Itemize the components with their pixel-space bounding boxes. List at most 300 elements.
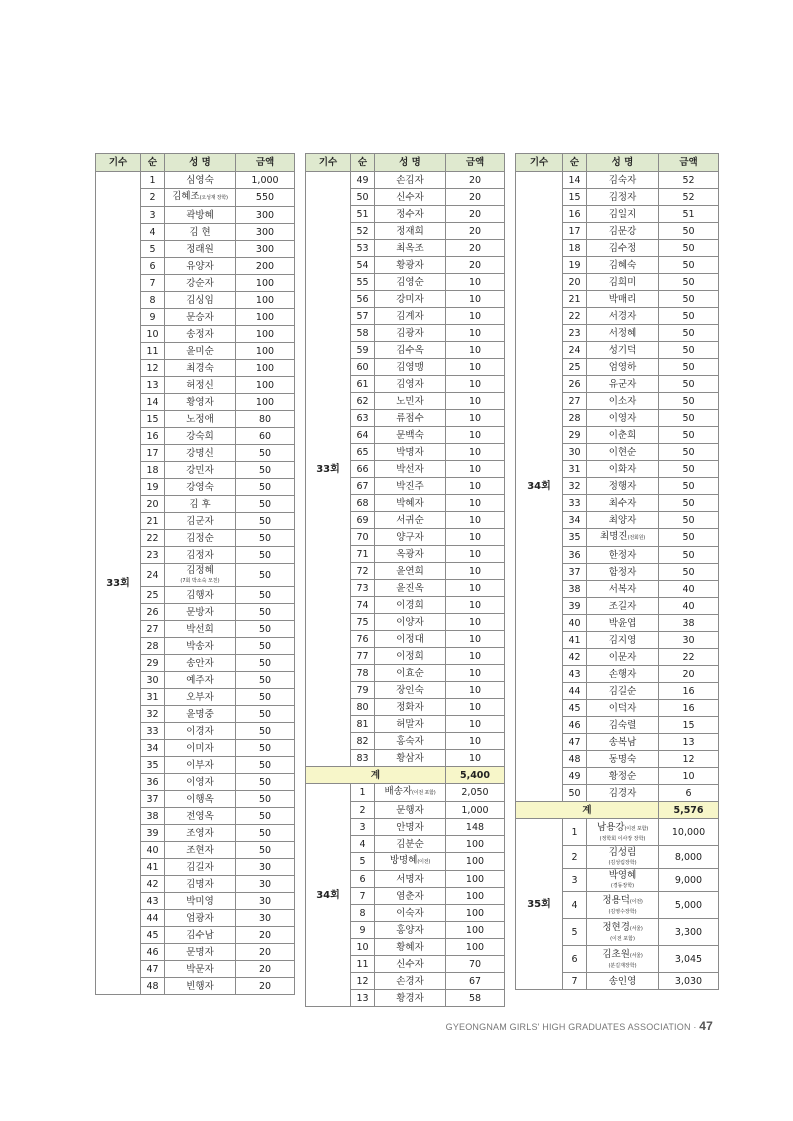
row-order: 77 bbox=[351, 648, 375, 665]
donor-name-text: 김길순 bbox=[608, 685, 637, 697]
header-order: 순 bbox=[563, 154, 587, 172]
header-order: 순 bbox=[141, 154, 165, 172]
donor-name bbox=[396, 532, 424, 543]
group-label: 33회 bbox=[96, 172, 141, 995]
donor-name bbox=[390, 855, 430, 866]
row-order: 6 bbox=[351, 871, 375, 888]
donor-name-text: 최옥조 bbox=[396, 242, 424, 254]
group-label: 34회 bbox=[306, 784, 351, 1007]
group-label: 33회 bbox=[306, 172, 351, 767]
donor-name-text: 김명자 bbox=[186, 878, 214, 890]
donor-name-text: 강숙희 bbox=[186, 430, 214, 442]
row-name bbox=[375, 922, 446, 939]
donor-name bbox=[609, 652, 637, 663]
donor-name bbox=[396, 600, 424, 611]
donor-name bbox=[396, 515, 424, 526]
row-name bbox=[165, 910, 236, 927]
row-order: 9 bbox=[141, 309, 165, 326]
donor-name bbox=[396, 311, 424, 322]
row-order: 48 bbox=[563, 751, 587, 768]
donor-name-text: 김초원 bbox=[602, 948, 630, 960]
row-order: 4 bbox=[563, 892, 587, 919]
donor-table-3 bbox=[515, 153, 719, 990]
donor-name-text: 허말자 bbox=[396, 718, 424, 730]
row-order: 43 bbox=[563, 666, 587, 683]
donor-name-text: 김성림 bbox=[608, 847, 637, 858]
donor-name bbox=[186, 431, 214, 442]
donor-name-text: 박진주 bbox=[396, 480, 424, 492]
row-amount: 1,000 bbox=[236, 172, 295, 189]
donor-name bbox=[385, 786, 436, 797]
row-amount: 20 bbox=[236, 927, 295, 944]
donor-name-text: 서복자 bbox=[608, 583, 637, 595]
row-amount: 100 bbox=[236, 360, 295, 377]
row-amount: 30 bbox=[236, 876, 295, 893]
row-order: 21 bbox=[563, 291, 587, 308]
row-name bbox=[375, 512, 446, 529]
donor-name-text: 홍숙자 bbox=[396, 735, 424, 747]
row-amount: 50 bbox=[236, 689, 295, 706]
donor-name bbox=[186, 947, 214, 958]
row-name bbox=[587, 751, 659, 768]
donor-name-text: 김영맹 bbox=[396, 361, 424, 373]
row-amount: 20 bbox=[236, 978, 295, 995]
donor-name-text: 심영숙 bbox=[186, 174, 214, 186]
donor-name bbox=[396, 702, 424, 713]
row-amount: 50 bbox=[659, 291, 719, 308]
row-amount: 20 bbox=[446, 189, 505, 206]
row-name bbox=[375, 990, 446, 1007]
row-amount: 10 bbox=[446, 733, 505, 750]
row-amount: 50 bbox=[236, 774, 295, 791]
row-amount: 16 bbox=[659, 700, 719, 717]
table-row bbox=[516, 172, 719, 189]
donor-name bbox=[609, 686, 637, 697]
donor-name bbox=[587, 847, 658, 859]
donor-name bbox=[165, 565, 235, 577]
header-gisu: 기수 bbox=[516, 154, 563, 172]
row-order: 11 bbox=[351, 956, 375, 973]
donor-name bbox=[186, 845, 214, 856]
donor-name-text: 황혜자 bbox=[396, 941, 424, 953]
row-amount: 100 bbox=[236, 394, 295, 411]
donor-name-text: 이부자 bbox=[186, 759, 214, 771]
donor-name bbox=[609, 243, 637, 254]
row-order: 20 bbox=[141, 496, 165, 513]
donor-name bbox=[186, 794, 214, 805]
donor-name-text: 염춘자 bbox=[396, 890, 424, 902]
donor-name-text: 이영자 bbox=[608, 412, 637, 424]
row-name bbox=[375, 956, 446, 973]
row-amount: 50 bbox=[236, 706, 295, 723]
row-amount: 20 bbox=[659, 666, 719, 683]
donor-name-text: 예주자 bbox=[186, 674, 214, 686]
row-amount: 51 bbox=[659, 206, 719, 223]
donor-name bbox=[609, 703, 637, 714]
donor-name bbox=[609, 788, 637, 799]
table-row bbox=[516, 819, 719, 846]
row-amount: 100 bbox=[446, 939, 505, 956]
row-amount: 12 bbox=[659, 751, 719, 768]
row-order: 5 bbox=[351, 853, 375, 871]
donor-note: (전회원) bbox=[627, 535, 645, 541]
donor-name bbox=[396, 566, 424, 577]
row-amount: 50 bbox=[659, 308, 719, 325]
row-order: 24 bbox=[141, 564, 165, 587]
row-order: 79 bbox=[351, 682, 375, 699]
donor-name-text: 이현순 bbox=[608, 446, 637, 458]
donor-name-text: 이양자 bbox=[396, 616, 424, 628]
row-order: 17 bbox=[563, 223, 587, 240]
donor-name-text: 엄광자 bbox=[186, 912, 214, 924]
row-amount: 50 bbox=[236, 530, 295, 547]
donor-name-text: 박영혜 bbox=[608, 870, 637, 881]
donor-name bbox=[186, 516, 214, 527]
row-amount: 50 bbox=[236, 672, 295, 689]
donor-name-text: 배송자 bbox=[384, 786, 413, 797]
row-order: 29 bbox=[141, 655, 165, 672]
row-order: 64 bbox=[351, 427, 375, 444]
row-order: 3 bbox=[563, 869, 587, 892]
table-row bbox=[306, 784, 505, 802]
donor-note: (서울) bbox=[629, 952, 643, 959]
row-amount: 10 bbox=[446, 444, 505, 461]
row-amount: 20 bbox=[236, 961, 295, 978]
donor-name-text: 문행자 bbox=[396, 804, 424, 816]
donor-name bbox=[396, 583, 424, 594]
row-order: 66 bbox=[351, 461, 375, 478]
row-order: 2 bbox=[563, 846, 587, 869]
row-order: 65 bbox=[351, 444, 375, 461]
row-order: 21 bbox=[141, 513, 165, 530]
row-amount: 52 bbox=[659, 189, 719, 206]
donor-name-text: 이효순 bbox=[396, 667, 424, 679]
donor-name bbox=[186, 743, 214, 754]
row-amount: 10 bbox=[446, 512, 505, 529]
row-order: 53 bbox=[351, 240, 375, 257]
row-name bbox=[375, 342, 446, 359]
donor-name-text: 김 현 bbox=[189, 226, 211, 238]
row-order: 78 bbox=[351, 665, 375, 682]
row-name bbox=[375, 461, 446, 478]
row-amount: 10 bbox=[446, 461, 505, 478]
donor-name-text: 박문자 bbox=[186, 963, 214, 975]
header-amount: 금액 bbox=[446, 154, 505, 172]
row-amount: 2,050 bbox=[446, 784, 505, 802]
row-name bbox=[165, 927, 236, 944]
row-name bbox=[587, 291, 659, 308]
donor-name-text: 유군자 bbox=[608, 378, 637, 390]
row-name bbox=[375, 784, 446, 802]
row-name bbox=[587, 274, 659, 291]
row-name bbox=[587, 717, 659, 734]
donor-name bbox=[396, 362, 424, 373]
row-amount: 52 bbox=[659, 172, 719, 189]
donor-name bbox=[396, 226, 424, 237]
row-name bbox=[587, 240, 659, 257]
row-amount: 200 bbox=[236, 258, 295, 275]
donor-name-text: 서귀순 bbox=[396, 514, 424, 526]
header-amount: 금액 bbox=[236, 154, 295, 172]
donor-name bbox=[186, 930, 214, 941]
donor-table-1 bbox=[95, 153, 295, 995]
row-amount: 10,000 bbox=[659, 819, 719, 846]
donor-name bbox=[186, 811, 214, 822]
row-name bbox=[375, 478, 446, 495]
row-name bbox=[375, 240, 446, 257]
row-order: 28 bbox=[563, 410, 587, 427]
row-amount: 100 bbox=[446, 836, 505, 853]
row-amount: 100 bbox=[236, 309, 295, 326]
donor-name bbox=[186, 981, 214, 992]
donor-name-text: 김수옥 bbox=[396, 344, 424, 356]
row-order: 61 bbox=[351, 376, 375, 393]
row-amount: 30 bbox=[659, 632, 719, 649]
donor-name-text: 정수자 bbox=[396, 208, 424, 220]
row-order: 12 bbox=[351, 973, 375, 990]
row-name bbox=[165, 445, 236, 462]
donor-name-text: 서명자 bbox=[396, 873, 424, 885]
row-amount: 100 bbox=[446, 871, 505, 888]
row-name bbox=[165, 292, 236, 309]
row-name bbox=[375, 733, 446, 750]
donor-subnote: (경동장학) bbox=[610, 883, 635, 889]
donor-name bbox=[396, 925, 424, 936]
donor-name bbox=[396, 277, 424, 288]
row-order: 37 bbox=[141, 791, 165, 808]
row-amount: 50 bbox=[659, 223, 719, 240]
row-amount: 100 bbox=[446, 888, 505, 905]
row-name bbox=[375, 495, 446, 512]
row-name bbox=[587, 478, 659, 495]
donor-name bbox=[609, 754, 637, 765]
row-name bbox=[165, 172, 236, 189]
row-order: 22 bbox=[141, 530, 165, 547]
row-amount: 50 bbox=[659, 444, 719, 461]
row-order: 26 bbox=[141, 604, 165, 621]
row-name bbox=[587, 846, 659, 869]
donor-name bbox=[396, 805, 424, 816]
total-label: 계 bbox=[306, 767, 446, 784]
total-label: 계 bbox=[516, 802, 659, 819]
donor-name bbox=[186, 692, 214, 703]
row-name bbox=[587, 768, 659, 785]
row-amount: 50 bbox=[659, 410, 719, 427]
donor-name-text: 손김자 bbox=[396, 174, 424, 186]
row-amount: 50 bbox=[659, 478, 719, 495]
row-name bbox=[165, 893, 236, 910]
donor-name-text: 박매리 bbox=[608, 293, 637, 305]
row-amount: 38 bbox=[659, 615, 719, 632]
row-amount: 50 bbox=[236, 604, 295, 621]
donor-name bbox=[186, 913, 214, 924]
row-amount: 9,000 bbox=[659, 869, 719, 892]
row-order: 6 bbox=[563, 946, 587, 973]
row-amount: 100 bbox=[446, 905, 505, 922]
row-amount: 100 bbox=[236, 343, 295, 360]
header-gisu: 기수 bbox=[96, 154, 141, 172]
header-order: 순 bbox=[351, 154, 375, 172]
total-row bbox=[306, 767, 505, 784]
row-name bbox=[165, 723, 236, 740]
row-amount: 10 bbox=[446, 665, 505, 682]
page-number: 47 bbox=[699, 1019, 713, 1033]
row-name bbox=[587, 444, 659, 461]
donor-name bbox=[587, 822, 658, 835]
donor-name-text: 김싱임 bbox=[186, 294, 214, 306]
row-name bbox=[165, 207, 236, 224]
donor-name bbox=[396, 822, 424, 833]
row-name bbox=[165, 757, 236, 774]
header-row bbox=[96, 154, 295, 172]
row-order: 11 bbox=[141, 343, 165, 360]
row-order: 30 bbox=[563, 444, 587, 461]
row-name bbox=[587, 308, 659, 325]
donor-name-text: 김수정 bbox=[608, 242, 637, 254]
donor-name-text: 장인숙 bbox=[396, 684, 424, 696]
total-amount: 5,400 bbox=[446, 767, 505, 784]
donor-name-text: 김혜조 bbox=[172, 191, 200, 202]
donor-name bbox=[396, 753, 424, 764]
donor-name bbox=[396, 617, 424, 628]
donor-name-text: 이경희 bbox=[396, 599, 424, 611]
donor-name-text: 이정대 bbox=[396, 633, 424, 645]
row-amount: 300 bbox=[236, 207, 295, 224]
row-name bbox=[375, 444, 446, 461]
row-amount: 50 bbox=[236, 808, 295, 825]
row-amount: 50 bbox=[236, 842, 295, 859]
row-amount: 10 bbox=[446, 750, 505, 767]
donor-name bbox=[609, 209, 637, 220]
row-order: 41 bbox=[141, 859, 165, 876]
row-order: 23 bbox=[141, 547, 165, 564]
row-amount: 30 bbox=[236, 910, 295, 927]
donor-name-text: 함정자 bbox=[608, 566, 637, 578]
row-order: 51 bbox=[351, 206, 375, 223]
row-name bbox=[165, 944, 236, 961]
donor-name-text: 문명자 bbox=[186, 946, 214, 958]
row-name bbox=[375, 716, 446, 733]
row-order: 81 bbox=[351, 716, 375, 733]
row-order: 15 bbox=[141, 411, 165, 428]
donor-name-text: 정화자 bbox=[396, 701, 424, 713]
donor-name bbox=[609, 294, 637, 305]
row-name bbox=[375, 631, 446, 648]
row-name bbox=[165, 462, 236, 479]
donor-name-text: 이경자 bbox=[186, 725, 214, 737]
row-order: 10 bbox=[141, 326, 165, 343]
row-name bbox=[165, 241, 236, 258]
row-name bbox=[375, 427, 446, 444]
donor-name-text: 문방자 bbox=[186, 606, 214, 618]
row-name bbox=[165, 564, 236, 587]
donor-name bbox=[186, 397, 214, 408]
donor-name bbox=[396, 908, 424, 919]
donor-name-text: 손행자 bbox=[608, 668, 637, 680]
row-name bbox=[165, 496, 236, 513]
row-amount: 50 bbox=[659, 529, 719, 547]
donor-name bbox=[186, 964, 214, 975]
row-name bbox=[587, 206, 659, 223]
row-order: 23 bbox=[563, 325, 587, 342]
row-order: 76 bbox=[351, 631, 375, 648]
row-order: 69 bbox=[351, 512, 375, 529]
row-name bbox=[165, 479, 236, 496]
row-name bbox=[375, 665, 446, 682]
row-name bbox=[587, 427, 659, 444]
row-name bbox=[375, 359, 446, 376]
row-order: 31 bbox=[141, 689, 165, 706]
row-amount: 22 bbox=[659, 649, 719, 666]
donor-name bbox=[609, 737, 637, 748]
row-amount: 300 bbox=[236, 224, 295, 241]
row-order: 50 bbox=[563, 785, 587, 802]
donor-name-text: 송복남 bbox=[608, 736, 637, 748]
donor-name bbox=[609, 447, 637, 458]
row-order: 47 bbox=[563, 734, 587, 751]
row-order: 19 bbox=[563, 257, 587, 274]
row-name bbox=[165, 740, 236, 757]
row-amount: 10 bbox=[446, 563, 505, 580]
donor-name bbox=[186, 828, 214, 839]
row-order: 34 bbox=[563, 512, 587, 529]
row-name bbox=[375, 597, 446, 614]
row-order: 4 bbox=[351, 836, 375, 853]
row-order: 6 bbox=[141, 258, 165, 275]
row-name bbox=[587, 223, 659, 240]
donor-name bbox=[186, 709, 214, 720]
row-order: 45 bbox=[563, 700, 587, 717]
donor-name bbox=[609, 464, 637, 475]
row-name bbox=[375, 257, 446, 274]
donor-name-text: 김광자 bbox=[396, 327, 424, 339]
row-order: 13 bbox=[141, 377, 165, 394]
row-order: 42 bbox=[141, 876, 165, 893]
row-amount: 100 bbox=[446, 922, 505, 939]
row-amount: 10 bbox=[446, 342, 505, 359]
donor-name bbox=[396, 668, 424, 679]
donor-name bbox=[396, 634, 424, 645]
donor-name-text: 전영옥 bbox=[186, 810, 214, 822]
row-order: 46 bbox=[563, 717, 587, 734]
row-order: 44 bbox=[141, 910, 165, 927]
donor-name bbox=[186, 675, 214, 686]
row-amount: 10 bbox=[659, 768, 719, 785]
row-amount: 10 bbox=[446, 274, 505, 291]
donor-name-text: 빈행자 bbox=[186, 980, 214, 992]
row-name bbox=[375, 206, 446, 223]
header-amount: 금액 bbox=[659, 154, 719, 172]
donor-name-text: 김문강 bbox=[608, 225, 637, 237]
donor-name bbox=[186, 641, 214, 652]
donor-name-text: 노민자 bbox=[396, 395, 424, 407]
donor-name-text: 강민자 bbox=[186, 464, 214, 476]
row-name bbox=[375, 291, 446, 308]
row-amount: 10 bbox=[446, 648, 505, 665]
row-order: 40 bbox=[141, 842, 165, 859]
row-name bbox=[375, 274, 446, 291]
header-name: 성 명 bbox=[375, 154, 446, 172]
row-amount: 10 bbox=[446, 631, 505, 648]
row-amount: 67 bbox=[446, 973, 505, 990]
donor-name bbox=[587, 949, 658, 962]
donor-name bbox=[396, 328, 424, 339]
donor-name-text: 이덕자 bbox=[608, 702, 637, 714]
donor-name bbox=[396, 549, 424, 560]
row-amount: 50 bbox=[236, 587, 295, 604]
donor-name bbox=[396, 993, 424, 1004]
row-name bbox=[587, 461, 659, 478]
